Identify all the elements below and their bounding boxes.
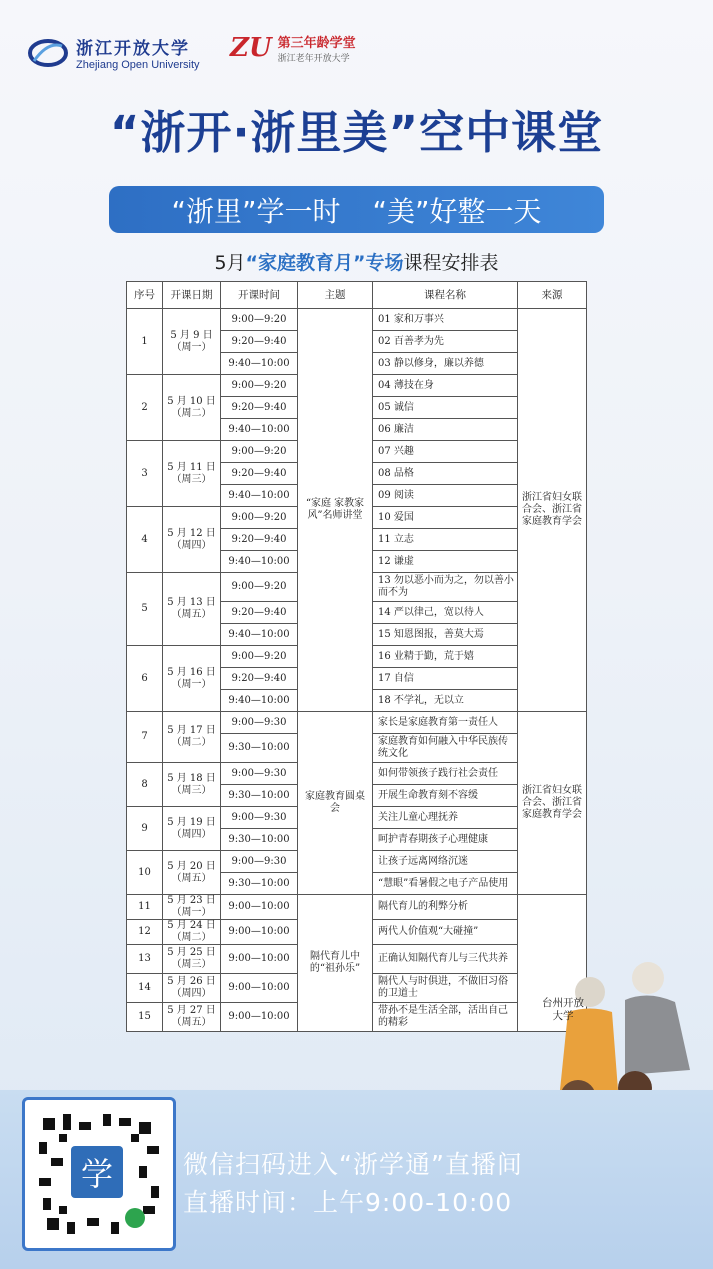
session-time: 9:30—10:00 [221, 829, 298, 851]
course-name: 家庭教育如何融入中华民族传统文化 [373, 734, 518, 763]
source-taizhou: 台州开放大学 [542, 997, 584, 1022]
session-date: 5 月 18 日（周三） [163, 763, 221, 807]
col-header: 序号 [127, 282, 163, 309]
col-header: 开课时间 [221, 282, 298, 309]
session-date: 5 月 9 日（周一） [163, 309, 221, 375]
course-name: 隔代人与时俱进，不做旧习俗的卫道士 [373, 974, 518, 1003]
session-date: 5 月 24 日（周二） [163, 920, 221, 945]
session-time: 9:00—9:30 [221, 807, 298, 829]
slogan-banner [109, 186, 604, 233]
session-time: 9:40—10:00 [221, 551, 298, 573]
course-name: 09 阅读 [373, 485, 518, 507]
course-name: 06 廉洁 [373, 419, 518, 441]
session-no: 9 [127, 807, 163, 851]
session-no: 14 [127, 974, 163, 1003]
third-age-logo [230, 32, 356, 64]
course-name: 18 不学礼，无以立 [373, 690, 518, 712]
session-time: 9:40—10:00 [221, 624, 298, 646]
zjou-name-en: Zhejiang Open University [76, 59, 200, 71]
session-time: 9:00—9:20 [221, 573, 298, 602]
col-header: 主题 [298, 282, 373, 309]
session-date: 5 月 27 日（周五） [163, 1003, 221, 1032]
third-age-sub: 浙江老年开放大学 [277, 54, 350, 64]
session-no: 13 [127, 945, 163, 974]
source-cell: 浙江省妇女联合会、浙江省家庭教育学会 [518, 309, 587, 712]
session-time: 9:20—9:40 [221, 602, 298, 624]
session-time: 9:00—9:30 [221, 712, 298, 734]
session-time: 9:00—9:30 [221, 851, 298, 873]
session-time: 9:00—10:00 [221, 895, 298, 920]
session-date: 5 月 16 日（周一） [163, 646, 221, 712]
table-row [127, 309, 587, 331]
session-time: 9:00—10:00 [221, 1003, 298, 1032]
session-date: 5 月 17 日（周二） [163, 712, 221, 763]
footer-line1: 微信扫码进入“浙学通”直播间 [183, 1150, 523, 1179]
table-row [127, 712, 587, 734]
session-date: 5 月 12 日（周四） [163, 507, 221, 573]
session-date: 5 月 26 日（周四） [163, 974, 221, 1003]
session-time: 9:00—9:20 [221, 309, 298, 331]
session-date: 5 月 19 日（周四） [163, 807, 221, 851]
session-date: 5 月 25 日（周三） [163, 945, 221, 974]
zjou-logo [28, 34, 200, 71]
slogan-left: “浙里”学一时 [171, 194, 341, 228]
course-name: 05 诚信 [373, 397, 518, 419]
course-name: 隔代育儿的利弊分析 [373, 895, 518, 920]
wechat-qr-code[interactable] [22, 1097, 176, 1251]
session-date: 5 月 13 日（周五） [163, 573, 221, 646]
session-time: 9:40—10:00 [221, 419, 298, 441]
session-time: 9:20—9:40 [221, 397, 298, 419]
theme-cell: “家庭 家教家风”名师讲堂 [298, 309, 373, 712]
schedule-subtitle [0, 248, 713, 275]
session-time: 9:00—10:00 [221, 920, 298, 945]
subtitle-post: 课程安排表 [403, 252, 499, 274]
course-name: 呵护青春期孩子心理健康 [373, 829, 518, 851]
course-name: 16 业精于勤，荒于嬉 [373, 646, 518, 668]
session-time: 9:30—10:00 [221, 873, 298, 895]
session-time: 9:00—10:00 [221, 974, 298, 1003]
col-header: 课程名称 [373, 282, 518, 309]
course-name: 开展生命教育刻不容缓 [373, 785, 518, 807]
course-name: 正确认知隔代育儿与三代共养 [373, 945, 518, 974]
course-name: 08 品格 [373, 463, 518, 485]
session-time: 9:40—10:00 [221, 353, 298, 375]
session-no: 8 [127, 763, 163, 807]
course-name: 带孙不是生活全部，活出自己的精彩 [373, 1003, 518, 1032]
course-name: 17 自信 [373, 668, 518, 690]
session-no: 15 [127, 1003, 163, 1032]
course-name: 15 知恩图报，善莫大焉 [373, 624, 518, 646]
session-time: 9:20—9:40 [221, 668, 298, 690]
course-name: 07 兴趣 [373, 441, 518, 463]
session-no: 6 [127, 646, 163, 712]
theme-cell: 家庭教育圆桌会 [298, 712, 373, 895]
course-name: 12 谦虚 [373, 551, 518, 573]
session-no: 1 [127, 309, 163, 375]
course-name: 13 勿以恶小而为之，勿以善小而不为 [373, 573, 518, 602]
session-no: 5 [127, 573, 163, 646]
session-no: 12 [127, 920, 163, 945]
table-row [127, 895, 587, 920]
session-time: 9:00—10:00 [221, 945, 298, 974]
session-time: 9:20—9:40 [221, 463, 298, 485]
third-age-mark: ZU [230, 33, 272, 63]
session-date: 5 月 23 日（周一） [163, 895, 221, 920]
third-age-title: 第三年龄学堂 [277, 36, 356, 51]
session-time: 9:30—10:00 [221, 734, 298, 763]
course-name: 如何带领孩子践行社会责任 [373, 763, 518, 785]
subtitle-pre: 5月 [214, 252, 246, 274]
page-title: “浙开·浙里美”空中课堂 [109, 106, 604, 159]
session-no: 7 [127, 712, 163, 763]
course-name: 让孩子远离网络沉迷 [373, 851, 518, 873]
xuetong-logo: 学 [71, 1146, 123, 1198]
session-time: 9:40—10:00 [221, 690, 298, 712]
session-date: 5 月 10 日（周二） [163, 375, 221, 441]
course-name: 家长是家庭教育第一责任人 [373, 712, 518, 734]
course-name: 10 爱国 [373, 507, 518, 529]
slogan-right: “美”好整一天 [372, 194, 542, 228]
session-time: 9:30—10:00 [221, 785, 298, 807]
session-time: 9:00—9:20 [221, 375, 298, 397]
footer-line2: 直播时间：上午9:00-10:00 [183, 1188, 513, 1217]
col-header: 来源 [518, 282, 587, 309]
theme-cell: 隔代育儿中的“祖孙乐” [298, 895, 373, 1032]
schedule-table [126, 281, 587, 1032]
session-time: 9:00—9:30 [221, 763, 298, 785]
session-no: 4 [127, 507, 163, 573]
course-name: 11 立志 [373, 529, 518, 551]
col-header: 开课日期 [163, 282, 221, 309]
course-name: 02 百善孝为先 [373, 331, 518, 353]
session-time: 9:40—10:00 [221, 485, 298, 507]
zjou-emblem-icon [28, 36, 68, 70]
course-name: 两代人价值观“大碰撞” [373, 920, 518, 945]
zjou-name-cn: 浙江开放大学 [76, 39, 190, 59]
course-name: 14 严以律己，宽以待人 [373, 602, 518, 624]
session-no: 2 [127, 375, 163, 441]
session-time: 9:00—9:20 [221, 441, 298, 463]
course-name: 01 家和万事兴 [373, 309, 518, 331]
course-name: 03 静以修身，廉以养德 [373, 353, 518, 375]
session-date: 5 月 20 日（周五） [163, 851, 221, 895]
session-time: 9:20—9:40 [221, 331, 298, 353]
session-time: 9:00—9:20 [221, 646, 298, 668]
table-header-row [127, 282, 587, 309]
session-no: 3 [127, 441, 163, 507]
course-name: 04 薄技在身 [373, 375, 518, 397]
session-time: 9:20—9:40 [221, 529, 298, 551]
session-no: 11 [127, 895, 163, 920]
session-time: 9:00—9:20 [221, 507, 298, 529]
session-no: 10 [127, 851, 163, 895]
subtitle-highlight: “家庭教育月”专场 [245, 252, 404, 274]
course-name: “慧眼”看暑假之电子产品使用 [373, 873, 518, 895]
session-date: 5 月 11 日（周三） [163, 441, 221, 507]
course-name: 关注儿童心理抚养 [373, 807, 518, 829]
source-cell: 浙江省妇女联合会、浙江省家庭教育学会 [518, 712, 587, 895]
